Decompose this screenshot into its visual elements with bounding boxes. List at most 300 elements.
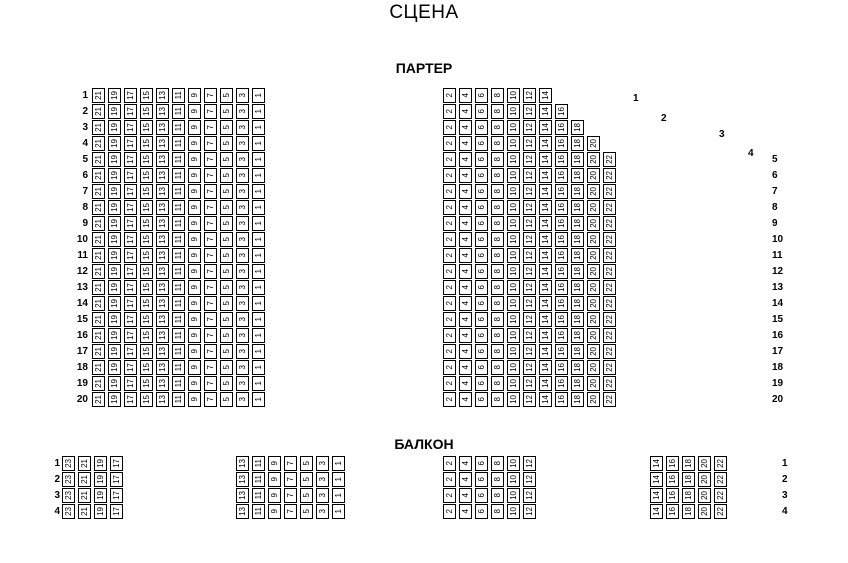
seat[interactable] xyxy=(204,184,217,199)
seat[interactable] xyxy=(443,360,456,375)
seat[interactable] xyxy=(523,456,536,471)
seat[interactable] xyxy=(523,136,536,151)
seat[interactable] xyxy=(172,360,185,375)
seat[interactable] xyxy=(124,344,137,359)
seat[interactable] xyxy=(459,312,472,327)
seat[interactable] xyxy=(603,248,616,263)
seat[interactable] xyxy=(220,360,233,375)
seat[interactable] xyxy=(443,312,456,327)
seat[interactable] xyxy=(587,136,600,151)
seat[interactable] xyxy=(507,360,520,375)
seat[interactable] xyxy=(523,168,536,183)
seat[interactable] xyxy=(220,344,233,359)
seat[interactable] xyxy=(124,152,137,167)
seat[interactable] xyxy=(92,152,105,167)
seat[interactable] xyxy=(156,392,169,407)
seat[interactable] xyxy=(603,168,616,183)
seat[interactable] xyxy=(92,312,105,327)
seat[interactable] xyxy=(443,488,456,503)
seat[interactable] xyxy=(539,312,552,327)
seat[interactable] xyxy=(108,136,121,151)
seat[interactable] xyxy=(539,152,552,167)
seat[interactable] xyxy=(62,504,75,519)
seat[interactable] xyxy=(252,120,265,135)
seat[interactable] xyxy=(332,504,345,519)
seat[interactable] xyxy=(204,392,217,407)
seat[interactable] xyxy=(124,136,137,151)
seat[interactable] xyxy=(172,168,185,183)
seat[interactable] xyxy=(300,504,313,519)
seat[interactable] xyxy=(300,488,313,503)
seat[interactable] xyxy=(587,184,600,199)
seat[interactable] xyxy=(204,120,217,135)
seat[interactable] xyxy=(252,152,265,167)
seat[interactable] xyxy=(316,488,329,503)
seat[interactable] xyxy=(124,88,137,103)
seat[interactable] xyxy=(523,312,536,327)
seat[interactable] xyxy=(571,200,584,215)
seat[interactable] xyxy=(220,200,233,215)
seat[interactable] xyxy=(443,280,456,295)
seat[interactable] xyxy=(507,456,520,471)
seat[interactable] xyxy=(94,472,107,487)
seat[interactable] xyxy=(459,328,472,343)
seat[interactable] xyxy=(571,344,584,359)
seat[interactable] xyxy=(172,328,185,343)
seat[interactable] xyxy=(507,120,520,135)
seat[interactable] xyxy=(140,360,153,375)
seat[interactable] xyxy=(220,88,233,103)
seat[interactable] xyxy=(204,136,217,151)
seat[interactable] xyxy=(459,184,472,199)
seat[interactable] xyxy=(475,328,488,343)
seat[interactable] xyxy=(507,184,520,199)
seat[interactable] xyxy=(443,296,456,311)
seat[interactable] xyxy=(252,104,265,119)
seat[interactable] xyxy=(459,392,472,407)
seat[interactable] xyxy=(523,328,536,343)
seat[interactable] xyxy=(92,120,105,135)
seat[interactable] xyxy=(92,216,105,231)
seat[interactable] xyxy=(124,216,137,231)
seat[interactable] xyxy=(108,296,121,311)
seat[interactable] xyxy=(459,120,472,135)
seat[interactable] xyxy=(156,216,169,231)
seat[interactable] xyxy=(188,168,201,183)
seat[interactable] xyxy=(539,120,552,135)
seat[interactable] xyxy=(539,216,552,231)
seat[interactable] xyxy=(108,360,121,375)
seat[interactable] xyxy=(555,216,568,231)
seat[interactable] xyxy=(507,328,520,343)
seat[interactable] xyxy=(172,392,185,407)
seat[interactable] xyxy=(188,184,201,199)
seat[interactable] xyxy=(666,504,679,519)
seat[interactable] xyxy=(491,200,504,215)
seat[interactable] xyxy=(475,344,488,359)
seat[interactable] xyxy=(443,344,456,359)
seat[interactable] xyxy=(172,376,185,391)
seat[interactable] xyxy=(236,200,249,215)
seat[interactable] xyxy=(156,280,169,295)
seat[interactable] xyxy=(475,456,488,471)
seat[interactable] xyxy=(156,152,169,167)
seat[interactable] xyxy=(124,104,137,119)
seat[interactable] xyxy=(523,152,536,167)
seat[interactable] xyxy=(316,472,329,487)
seat[interactable] xyxy=(475,88,488,103)
seat[interactable] xyxy=(587,344,600,359)
seat[interactable] xyxy=(523,344,536,359)
seat[interactable] xyxy=(571,232,584,247)
seat[interactable] xyxy=(108,280,121,295)
seat[interactable] xyxy=(140,248,153,263)
seat[interactable] xyxy=(204,232,217,247)
seat[interactable] xyxy=(507,344,520,359)
seat[interactable] xyxy=(172,136,185,151)
seat[interactable] xyxy=(172,184,185,199)
seat[interactable] xyxy=(188,200,201,215)
seat[interactable] xyxy=(491,264,504,279)
seat[interactable] xyxy=(459,456,472,471)
seat[interactable] xyxy=(284,488,297,503)
seat[interactable] xyxy=(443,376,456,391)
seat[interactable] xyxy=(92,392,105,407)
seat[interactable] xyxy=(252,168,265,183)
seat[interactable] xyxy=(571,328,584,343)
seat[interactable] xyxy=(236,456,249,471)
seat[interactable] xyxy=(587,152,600,167)
seat[interactable] xyxy=(220,392,233,407)
seat[interactable] xyxy=(108,120,121,135)
seat[interactable] xyxy=(555,376,568,391)
seat[interactable] xyxy=(571,296,584,311)
seat[interactable] xyxy=(603,152,616,167)
seat[interactable] xyxy=(236,376,249,391)
seat[interactable] xyxy=(252,472,265,487)
seat[interactable] xyxy=(491,184,504,199)
seat[interactable] xyxy=(587,392,600,407)
seat[interactable] xyxy=(459,504,472,519)
seat[interactable] xyxy=(204,296,217,311)
seat[interactable] xyxy=(539,88,552,103)
seat[interactable] xyxy=(523,504,536,519)
seat[interactable] xyxy=(108,184,121,199)
seat[interactable] xyxy=(603,216,616,231)
seat[interactable] xyxy=(332,472,345,487)
seat[interactable] xyxy=(443,216,456,231)
seat[interactable] xyxy=(172,248,185,263)
seat[interactable] xyxy=(140,184,153,199)
seat[interactable] xyxy=(491,312,504,327)
seat[interactable] xyxy=(523,104,536,119)
seat[interactable] xyxy=(236,312,249,327)
seat[interactable] xyxy=(555,360,568,375)
seat[interactable] xyxy=(603,264,616,279)
seat[interactable] xyxy=(156,184,169,199)
seat[interactable] xyxy=(156,248,169,263)
seat[interactable] xyxy=(523,232,536,247)
seat[interactable] xyxy=(459,248,472,263)
seat[interactable] xyxy=(555,168,568,183)
seat[interactable] xyxy=(124,296,137,311)
seat[interactable] xyxy=(571,280,584,295)
seat[interactable] xyxy=(188,152,201,167)
seat[interactable] xyxy=(92,280,105,295)
seat[interactable] xyxy=(268,472,281,487)
seat[interactable] xyxy=(156,296,169,311)
seat[interactable] xyxy=(443,152,456,167)
seat[interactable] xyxy=(491,472,504,487)
seat[interactable] xyxy=(443,88,456,103)
seat[interactable] xyxy=(555,152,568,167)
seat[interactable] xyxy=(220,312,233,327)
seat[interactable] xyxy=(332,456,345,471)
seat[interactable] xyxy=(236,152,249,167)
seat[interactable] xyxy=(475,120,488,135)
seat[interactable] xyxy=(523,184,536,199)
seat[interactable] xyxy=(603,392,616,407)
seat[interactable] xyxy=(459,168,472,183)
seat[interactable] xyxy=(236,248,249,263)
seat[interactable] xyxy=(475,184,488,199)
seat[interactable] xyxy=(140,264,153,279)
seat[interactable] xyxy=(268,456,281,471)
seat[interactable] xyxy=(92,248,105,263)
seat[interactable] xyxy=(603,296,616,311)
seat[interactable] xyxy=(252,488,265,503)
seat[interactable] xyxy=(523,376,536,391)
seat[interactable] xyxy=(140,104,153,119)
seat[interactable] xyxy=(650,488,663,503)
seat[interactable] xyxy=(172,280,185,295)
seat[interactable] xyxy=(603,200,616,215)
seat[interactable] xyxy=(236,136,249,151)
seat[interactable] xyxy=(571,120,584,135)
seat[interactable] xyxy=(587,216,600,231)
seat[interactable] xyxy=(475,216,488,231)
seat[interactable] xyxy=(539,264,552,279)
seat[interactable] xyxy=(220,232,233,247)
seat[interactable] xyxy=(682,504,695,519)
seat[interactable] xyxy=(220,184,233,199)
seat[interactable] xyxy=(523,296,536,311)
seat[interactable] xyxy=(459,296,472,311)
seat[interactable] xyxy=(236,360,249,375)
seat[interactable] xyxy=(475,152,488,167)
seat[interactable] xyxy=(603,312,616,327)
seat[interactable] xyxy=(475,488,488,503)
seat[interactable] xyxy=(571,360,584,375)
seat[interactable] xyxy=(204,216,217,231)
seat[interactable] xyxy=(539,248,552,263)
seat[interactable] xyxy=(124,168,137,183)
seat[interactable] xyxy=(172,120,185,135)
seat[interactable] xyxy=(555,328,568,343)
seat[interactable] xyxy=(491,504,504,519)
seat[interactable] xyxy=(156,168,169,183)
seat[interactable] xyxy=(571,184,584,199)
seat[interactable] xyxy=(475,504,488,519)
seat[interactable] xyxy=(220,376,233,391)
seat[interactable] xyxy=(491,360,504,375)
seat[interactable] xyxy=(94,488,107,503)
seat[interactable] xyxy=(220,328,233,343)
seat[interactable] xyxy=(523,280,536,295)
seat[interactable] xyxy=(172,88,185,103)
seat[interactable] xyxy=(124,312,137,327)
seat[interactable] xyxy=(491,88,504,103)
seat[interactable] xyxy=(220,280,233,295)
seat[interactable] xyxy=(204,280,217,295)
seat[interactable] xyxy=(268,504,281,519)
seat[interactable] xyxy=(587,312,600,327)
seat[interactable] xyxy=(603,232,616,247)
seat[interactable] xyxy=(108,312,121,327)
seat[interactable] xyxy=(268,488,281,503)
seat[interactable] xyxy=(92,344,105,359)
seat[interactable] xyxy=(523,472,536,487)
seat[interactable] xyxy=(539,344,552,359)
seat[interactable] xyxy=(188,392,201,407)
seat[interactable] xyxy=(459,136,472,151)
seat[interactable] xyxy=(140,136,153,151)
seat[interactable] xyxy=(666,456,679,471)
seat[interactable] xyxy=(236,88,249,103)
seat[interactable] xyxy=(459,152,472,167)
seat[interactable] xyxy=(124,392,137,407)
seat[interactable] xyxy=(507,472,520,487)
seat[interactable] xyxy=(62,456,75,471)
seat[interactable] xyxy=(204,152,217,167)
seat[interactable] xyxy=(507,104,520,119)
seat[interactable] xyxy=(523,360,536,375)
seat[interactable] xyxy=(108,248,121,263)
seat[interactable] xyxy=(92,104,105,119)
seat[interactable] xyxy=(650,472,663,487)
seat[interactable] xyxy=(124,184,137,199)
seat[interactable] xyxy=(603,360,616,375)
seat[interactable] xyxy=(236,504,249,519)
seat[interactable] xyxy=(220,104,233,119)
seat[interactable] xyxy=(220,264,233,279)
seat[interactable] xyxy=(443,504,456,519)
seat[interactable] xyxy=(491,168,504,183)
seat[interactable] xyxy=(555,104,568,119)
seat[interactable] xyxy=(491,152,504,167)
seat[interactable] xyxy=(92,232,105,247)
seat[interactable] xyxy=(587,248,600,263)
seat[interactable] xyxy=(475,232,488,247)
seat[interactable] xyxy=(714,488,727,503)
seat[interactable] xyxy=(491,248,504,263)
seat[interactable] xyxy=(571,264,584,279)
seat[interactable] xyxy=(220,168,233,183)
seat[interactable] xyxy=(555,392,568,407)
seat[interactable] xyxy=(252,184,265,199)
seat[interactable] xyxy=(204,264,217,279)
seat[interactable] xyxy=(140,344,153,359)
seat[interactable] xyxy=(507,152,520,167)
seat[interactable] xyxy=(459,488,472,503)
seat[interactable] xyxy=(443,264,456,279)
seat[interactable] xyxy=(156,120,169,135)
seat[interactable] xyxy=(316,504,329,519)
seat[interactable] xyxy=(475,200,488,215)
seat[interactable] xyxy=(252,216,265,231)
seat[interactable] xyxy=(666,472,679,487)
seat[interactable] xyxy=(236,216,249,231)
seat[interactable] xyxy=(571,312,584,327)
seat[interactable] xyxy=(539,232,552,247)
seat[interactable] xyxy=(714,456,727,471)
seat[interactable] xyxy=(507,168,520,183)
seat[interactable] xyxy=(110,488,123,503)
seat[interactable] xyxy=(140,280,153,295)
seat[interactable] xyxy=(443,104,456,119)
seat[interactable] xyxy=(475,136,488,151)
seat[interactable] xyxy=(108,168,121,183)
seat[interactable] xyxy=(92,376,105,391)
seat[interactable] xyxy=(204,312,217,327)
seat[interactable] xyxy=(539,184,552,199)
seat[interactable] xyxy=(459,104,472,119)
seat[interactable] xyxy=(204,248,217,263)
seat[interactable] xyxy=(252,264,265,279)
seat[interactable] xyxy=(252,504,265,519)
seat[interactable] xyxy=(443,136,456,151)
seat[interactable] xyxy=(443,456,456,471)
seat[interactable] xyxy=(555,312,568,327)
seat[interactable] xyxy=(507,232,520,247)
seat[interactable] xyxy=(188,360,201,375)
seat[interactable] xyxy=(459,88,472,103)
seat[interactable] xyxy=(220,136,233,151)
seat[interactable] xyxy=(252,232,265,247)
seat[interactable] xyxy=(682,488,695,503)
seat[interactable] xyxy=(62,488,75,503)
seat[interactable] xyxy=(92,88,105,103)
seat[interactable] xyxy=(156,104,169,119)
seat[interactable] xyxy=(62,472,75,487)
seat[interactable] xyxy=(94,504,107,519)
seat[interactable] xyxy=(188,280,201,295)
seat[interactable] xyxy=(252,376,265,391)
seat[interactable] xyxy=(507,376,520,391)
seat[interactable] xyxy=(108,328,121,343)
seat[interactable] xyxy=(587,360,600,375)
seat[interactable] xyxy=(300,456,313,471)
seat[interactable] xyxy=(523,88,536,103)
seat[interactable] xyxy=(507,392,520,407)
seat[interactable] xyxy=(587,264,600,279)
seat[interactable] xyxy=(523,200,536,215)
seat[interactable] xyxy=(571,248,584,263)
seat[interactable] xyxy=(108,392,121,407)
seat[interactable] xyxy=(443,248,456,263)
seat[interactable] xyxy=(443,168,456,183)
seat[interactable] xyxy=(252,360,265,375)
seat[interactable] xyxy=(252,344,265,359)
seat[interactable] xyxy=(507,280,520,295)
seat[interactable] xyxy=(204,360,217,375)
seat[interactable] xyxy=(92,200,105,215)
seat[interactable] xyxy=(555,200,568,215)
seat[interactable] xyxy=(188,88,201,103)
seat[interactable] xyxy=(555,184,568,199)
seat[interactable] xyxy=(698,488,711,503)
seat[interactable] xyxy=(539,168,552,183)
